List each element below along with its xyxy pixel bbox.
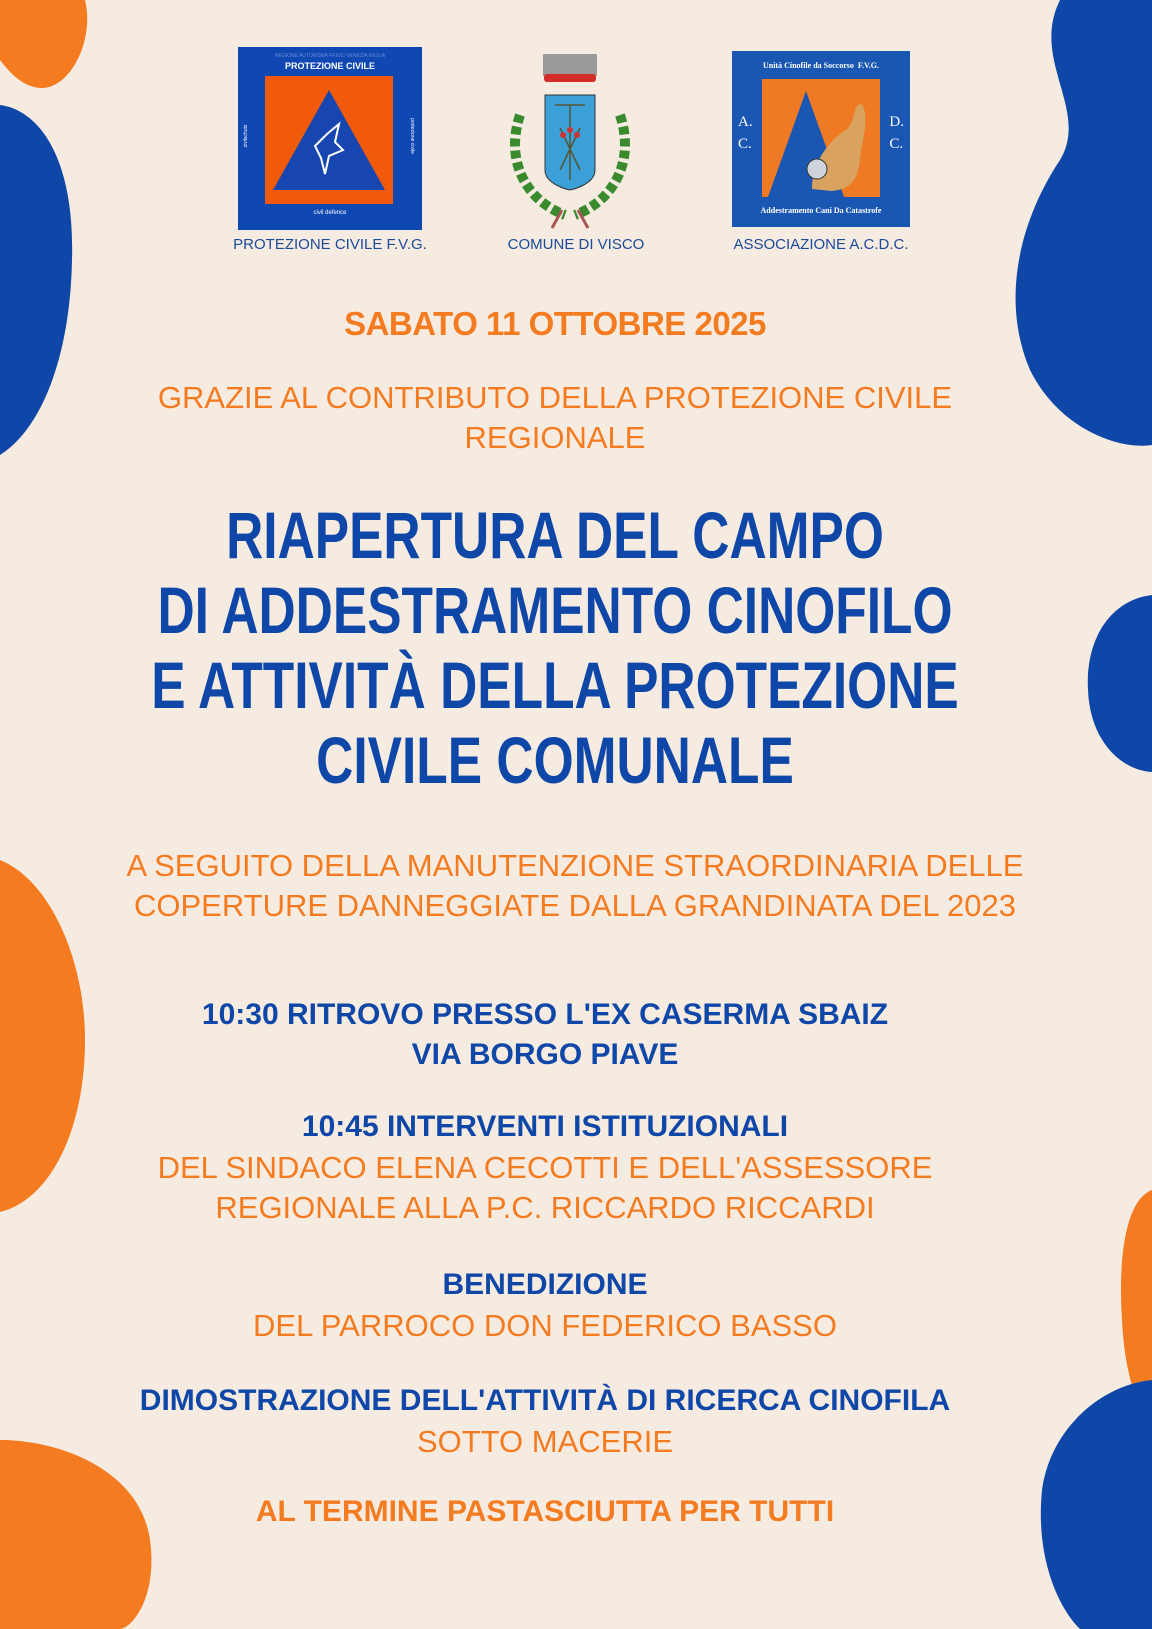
program-1-heading-1: 10:30 RITROVO PRESSO L'EX CASERMA SBAIZ xyxy=(201,998,889,1031)
title-line-1: RIAPERTURA DEL CAMPO xyxy=(226,498,884,572)
thanks-line-2: REGIONALE xyxy=(464,420,646,455)
program-1-heading-2: VIA BORGO PIAVE xyxy=(411,1038,679,1071)
comune-di-visco-coat-of-arms xyxy=(500,50,645,230)
logo-left-text: zivilschutz xyxy=(243,124,249,148)
closing-note: AL TERMINE PASTASCIUTTA PER TUTTI xyxy=(255,1495,835,1528)
logo-left-letters: A. C. xyxy=(738,114,753,152)
acdc-logo xyxy=(732,51,910,227)
logo-bottom-text: civil defence xyxy=(313,210,347,216)
protezione-civile-logo xyxy=(238,47,422,230)
title-line-4: CIVILE COMUNALE xyxy=(316,723,794,797)
program-2-heading: 10:45 INTERVENTI ISTITUZIONALI xyxy=(301,1110,789,1143)
event-date: SABATO 11 OTTOBRE 2025 xyxy=(344,305,766,342)
program-2-detail-1: DEL SINDACO ELENA CECOTTI E DELL'ASSESSORE xyxy=(157,1150,933,1185)
program-3-heading: BENEDIZIONE xyxy=(442,1268,648,1301)
logo-caption-protezione-civile: PROTEZIONE CIVILE F.V.G. xyxy=(233,236,427,253)
subtitle-line-1: A SEGUITO DELLA MANUTENZIONE STRAORDINARIA DELLE xyxy=(126,848,1024,883)
blob-right-blue-mid xyxy=(1088,595,1152,772)
program-3-detail: DEL PARROCO DON FEDERICO BASSO xyxy=(253,1308,837,1343)
logo-bottom-text: Addestramento Cani Da Catastrofe xyxy=(760,206,882,215)
title-line-2: DI ADDESTRAMENTO CINOFILO xyxy=(157,573,953,647)
logo-top-text: REGIONE AUTONOMA FRIULI VENEZIA GIULIA xyxy=(274,53,386,59)
blob-top-left-orange xyxy=(0,0,87,88)
program-2-detail-2: REGIONALE ALLA P.C. RICCARDO RICCARDI xyxy=(215,1190,875,1225)
subtitle-line-2: COPERTURE DANNEGGIATE DALLA GRANDINATA DEL 2023 xyxy=(133,888,1017,923)
logo-right-letters: D. C. xyxy=(889,114,904,152)
logo-caption-comune-di-visco: COMUNE DI VISCO xyxy=(507,236,645,253)
program-4-detail: SOTTO MACERIE xyxy=(416,1424,674,1459)
logo-top-text: Unità Cinofile da Soccorso F.V.G. xyxy=(762,61,879,70)
logo-caption-acdc: ASSOCIAZIONE A.C.D.C. xyxy=(733,236,909,253)
program-4-heading: DIMOSTRAZIONE DELL'ATTIVITÀ DI RICERCA CINOFILA xyxy=(139,1384,951,1417)
thanks-line-1: GRAZIE AL CONTRIBUTO DELLA PROTEZIONE CIVILE xyxy=(157,380,953,415)
blob-bottom-left-orange xyxy=(0,1440,151,1629)
logo-title: PROTEZIONE CIVILE xyxy=(284,61,375,71)
logo-right-text: protezione civile xyxy=(409,118,415,154)
title-line-3: E ATTIVITÀ DELLA PROTEZIONE xyxy=(151,648,959,722)
blob-right-blue-top xyxy=(1016,0,1152,446)
